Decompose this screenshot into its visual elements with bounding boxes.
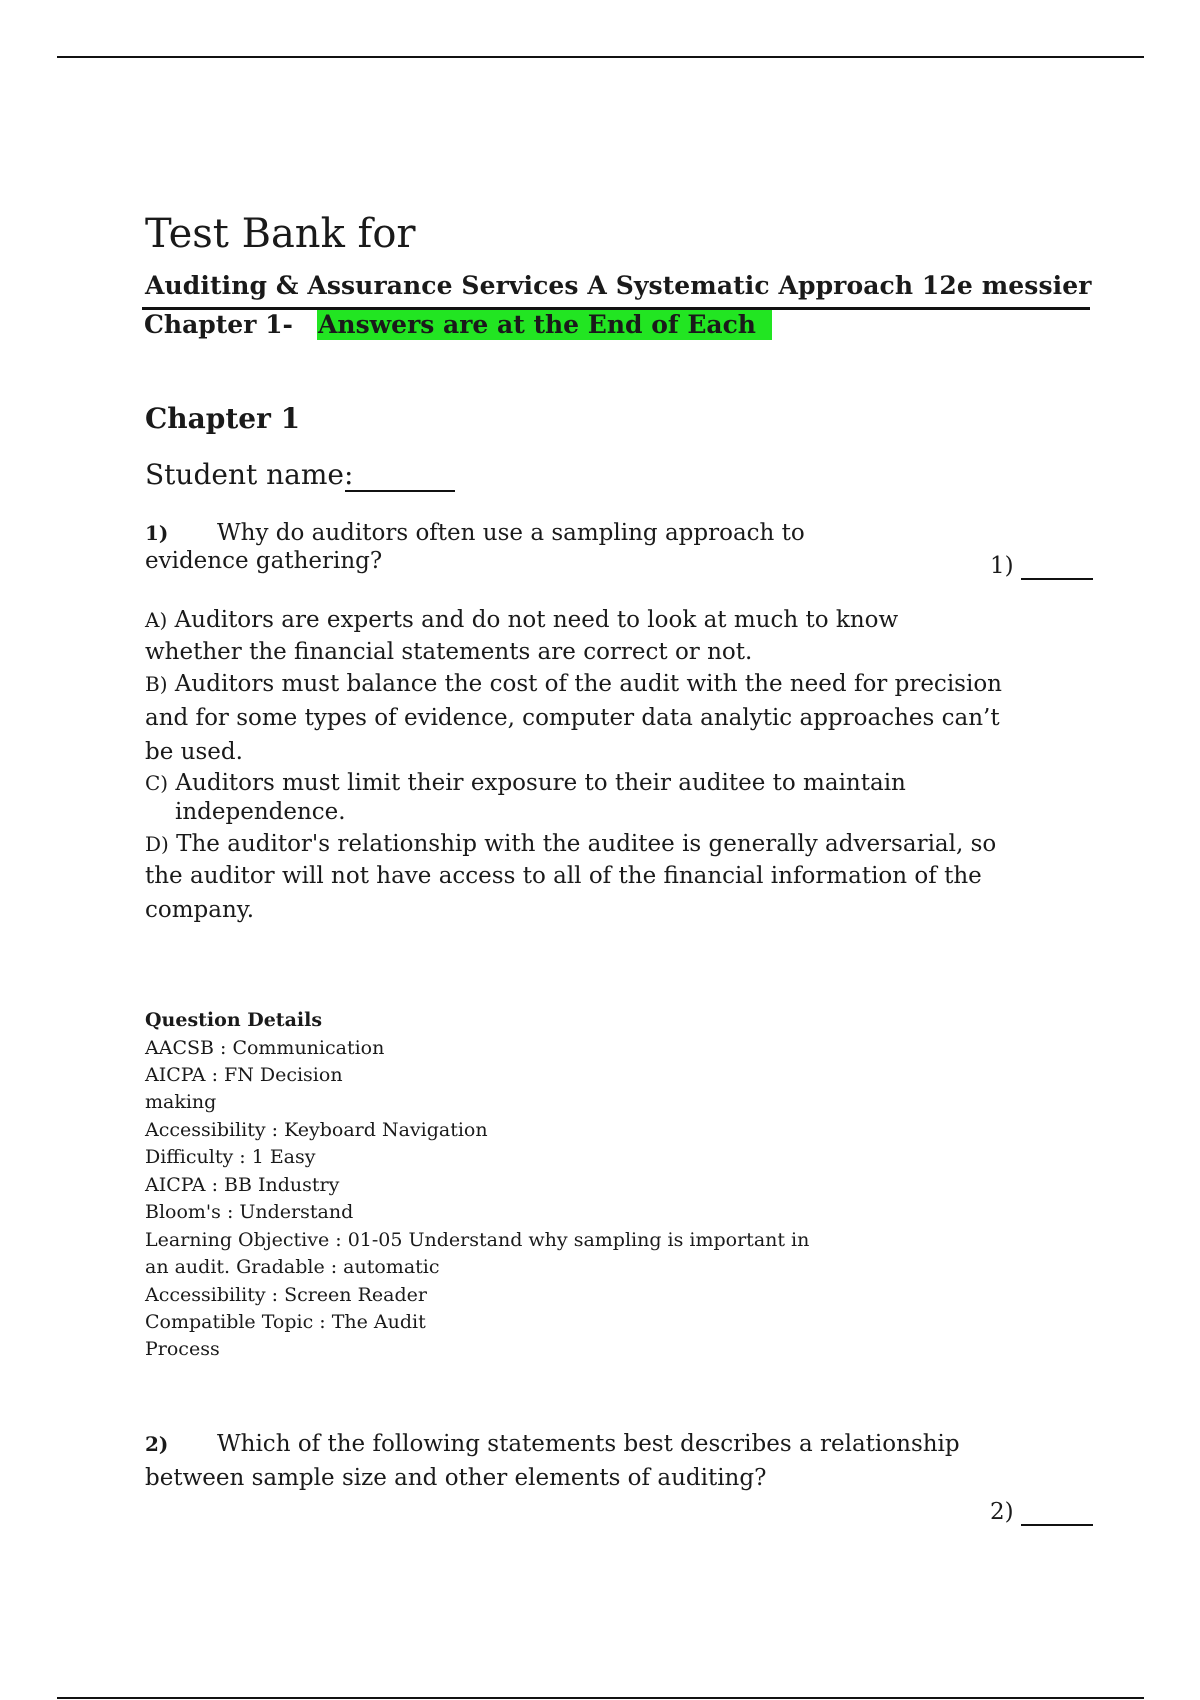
question-2-text-line-2: between sample size and other elements of auditing?: [145, 1465, 767, 1491]
question-details-heading: Question Details: [145, 1009, 323, 1031]
student-name-label: Student name:: [145, 458, 354, 491]
option-b: B) Auditors must balance the cost of the audit with the need for precision: [145, 671, 1002, 697]
question-detail-line: AICPA : FN Decision: [145, 1064, 343, 1086]
option-d: D) The auditor's relationship with the auditee is generally adversarial, so: [145, 831, 997, 857]
option-d-label: D): [145, 832, 169, 856]
question-1-answer-label: 1): [990, 553, 1014, 579]
question-detail-line: Learning Objective : 01-05 Understand why sampling is important in: [145, 1229, 810, 1251]
option-c: C) Auditors must limit their exposure to their auditee to maintain: [145, 770, 906, 796]
option-a-line-2: whether the financial statements are correct or not.: [145, 639, 753, 665]
student-name-blank: [345, 490, 455, 492]
option-b-label: B): [145, 672, 168, 696]
option-b-line-2: and for some types of evidence, computer data analytic approaches can’t: [145, 705, 1000, 731]
question-2-answer-label: 2): [990, 1499, 1014, 1525]
document-subtitle: Auditing & Assurance Services A Systematic Approach 12e messier: [145, 271, 1092, 300]
option-d-line-2: the auditor will not have access to all of the financial information of the: [145, 863, 982, 889]
question-1-number: 1): [145, 521, 169, 545]
question-detail-line: Bloom's : Understand: [145, 1201, 354, 1223]
question-2-number: 2): [145, 1432, 169, 1456]
question-detail-line: Accessibility : Keyboard Navigation: [145, 1119, 488, 1141]
option-a: A) Auditors are experts and do not need to look at much to know: [145, 607, 899, 633]
question-detail-line: Difficulty : 1 Easy: [145, 1146, 316, 1168]
option-c-line-2: independence.: [175, 799, 346, 825]
chapter-line: Chapter 1-: [144, 310, 293, 339]
top-rule: [57, 56, 1144, 58]
bottom-rule: [57, 1697, 1144, 1699]
question-1-text: 1) Why do auditors often use a sampling approach to: [145, 520, 805, 546]
question-1-answer-blank: [1021, 578, 1093, 580]
question-2-answer-blank: [1021, 1524, 1093, 1526]
question-detail-line: Compatible Topic : The Audit: [145, 1311, 426, 1333]
question-2-text: 2) Which of the following statements best describes a relationship: [145, 1431, 960, 1457]
chapter-heading: Chapter 1: [145, 402, 301, 435]
answers-note: Answers are at the End of Each: [318, 310, 756, 339]
option-a-label: A): [145, 608, 168, 632]
option-d-line-3: company.: [145, 897, 255, 923]
question-1-text-line-2: evidence gathering?: [145, 548, 383, 574]
question-detail-line: Accessibility : Screen Reader: [145, 1284, 427, 1306]
question-detail-line: making: [145, 1091, 217, 1113]
question-detail-line: AACSB : Communication: [145, 1037, 385, 1059]
option-c-label: C): [145, 771, 169, 795]
document-title: Test Bank for: [145, 211, 416, 257]
question-detail-line: an audit. Gradable : automatic: [145, 1256, 440, 1278]
question-detail-line: AICPA : BB Industry: [145, 1174, 340, 1196]
option-b-line-3: be used.: [145, 739, 243, 765]
question-detail-line: Process: [145, 1338, 220, 1360]
